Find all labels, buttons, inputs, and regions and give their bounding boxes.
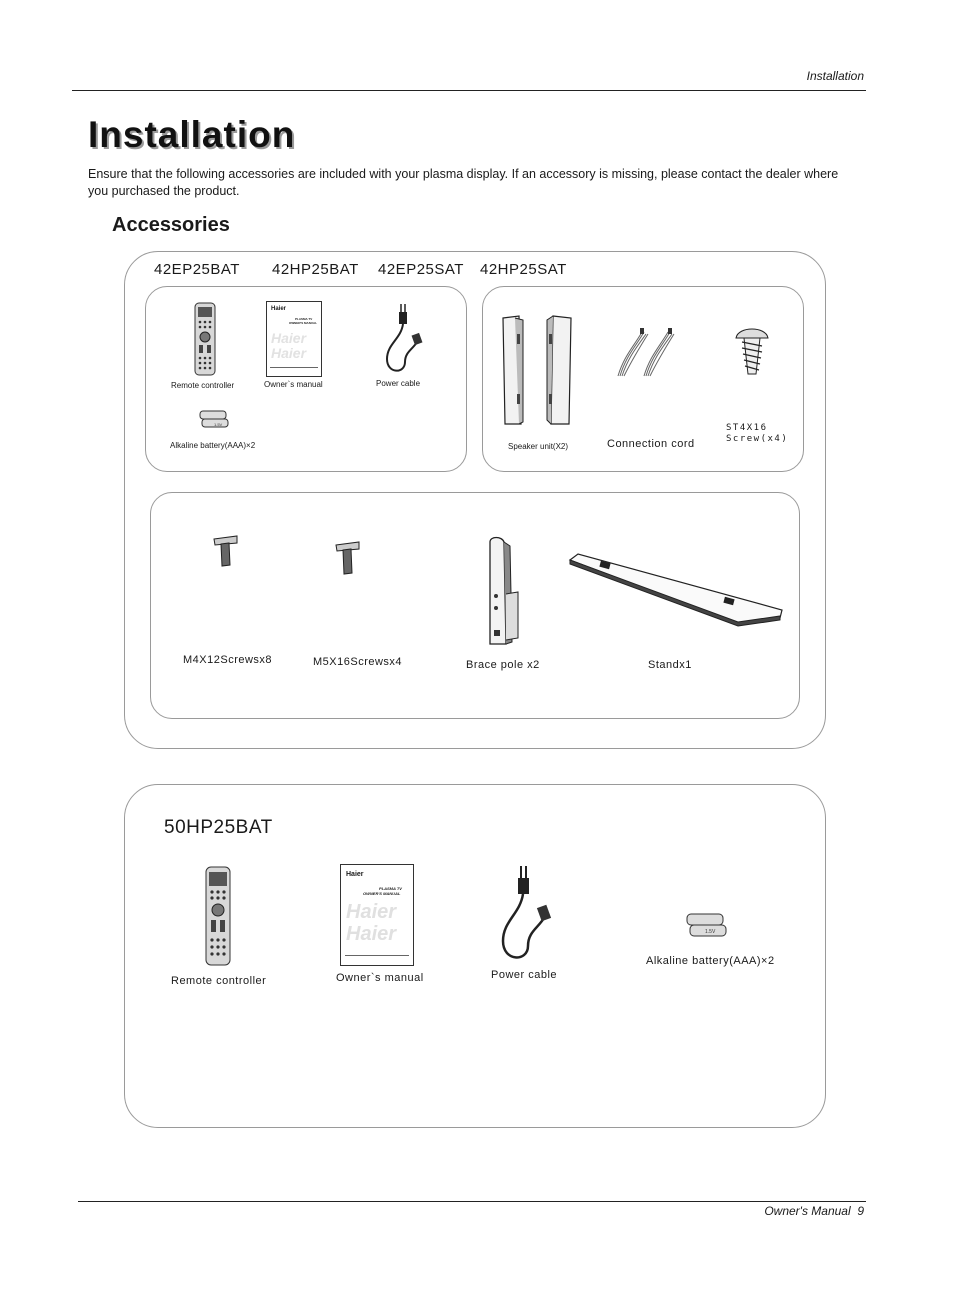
manual-watermark: Haier: [346, 901, 397, 923]
m5-screw-icon: [335, 541, 361, 575]
item-label: Brace pole x2: [466, 659, 540, 671]
manual-brand: Haier: [346, 871, 364, 878]
item-label: Remote controller: [171, 975, 267, 987]
screw-icon: [732, 328, 772, 378]
model-label: 50HP25BAT: [164, 817, 273, 838]
item-label: Connection cord: [607, 438, 695, 450]
manual-line2: OWNER'S MANUAL: [289, 321, 318, 325]
battery-icon: [685, 912, 729, 940]
model-label: 42HP25SAT: [480, 261, 567, 278]
item-label: M4X12Screwsx8: [183, 654, 273, 666]
header-rule: [72, 90, 866, 91]
stand-icon: [568, 552, 786, 626]
remote-controller-icon: [194, 302, 216, 376]
speaker-unit-icon: [501, 314, 575, 426]
remote-controller-icon: [205, 866, 231, 966]
item-label: Owner`s manual: [336, 972, 424, 984]
item-label: ST4X16: [726, 423, 768, 433]
owners-manual-image: [340, 864, 414, 966]
item-label: Power cable: [376, 379, 421, 388]
manual-watermark: Haier: [271, 330, 307, 346]
item-label: Screw(x4): [726, 434, 789, 444]
manual-line1: PLASMA TV: [379, 886, 402, 891]
battery-voltage: 1.5V: [214, 422, 223, 427]
m4-screw-icon: [213, 535, 239, 567]
power-cable-icon: [498, 866, 554, 964]
item-label: Remote controller: [171, 381, 235, 390]
intro-paragraph: Ensure that the following accessories are included with your plasma display. If an accessory is missing, please contact the dealer where you purchased the product.: [88, 167, 839, 198]
item-label: Power cable: [491, 969, 558, 981]
page-number: 9: [857, 1204, 864, 1218]
battery-icon: [198, 410, 232, 430]
item-label: Speaker unit(X2): [508, 442, 569, 451]
manual-watermark: Haier: [346, 923, 397, 945]
manual-line1: PLASMA TV: [295, 317, 313, 321]
footer-rule: [78, 1201, 866, 1202]
item-label: Alkaline battery(AAA)×2: [170, 441, 256, 450]
page-title: Installation: [88, 114, 296, 155]
brace-pole-icon: [484, 536, 520, 648]
owners-manual-image: [266, 301, 322, 377]
item-label: M5X16Screwsx4: [313, 656, 403, 668]
manual-line2: OWNER'S MANUAL: [363, 891, 401, 896]
power-cable-icon: [383, 304, 423, 376]
item-label: Owner`s manual: [264, 380, 323, 389]
connection-cord-icon: [614, 326, 680, 380]
battery-voltage: 1.5V: [705, 929, 716, 935]
item-label: Alkaline battery(AAA)×2: [646, 955, 775, 967]
item-label: Standx1: [648, 659, 692, 671]
section-subtitle: Accessories: [112, 214, 230, 236]
model-label: 42EP25BAT: [154, 261, 240, 278]
model-label: 42EP25SAT: [378, 261, 464, 278]
model-label: 42HP25BAT: [272, 261, 359, 278]
manual-watermark: Haier: [271, 345, 307, 361]
footer: [764, 1204, 864, 1218]
manual-brand: Haier: [271, 306, 287, 312]
footer-text: Owner's Manual: [764, 1204, 851, 1218]
running-header: Installation: [806, 69, 864, 83]
